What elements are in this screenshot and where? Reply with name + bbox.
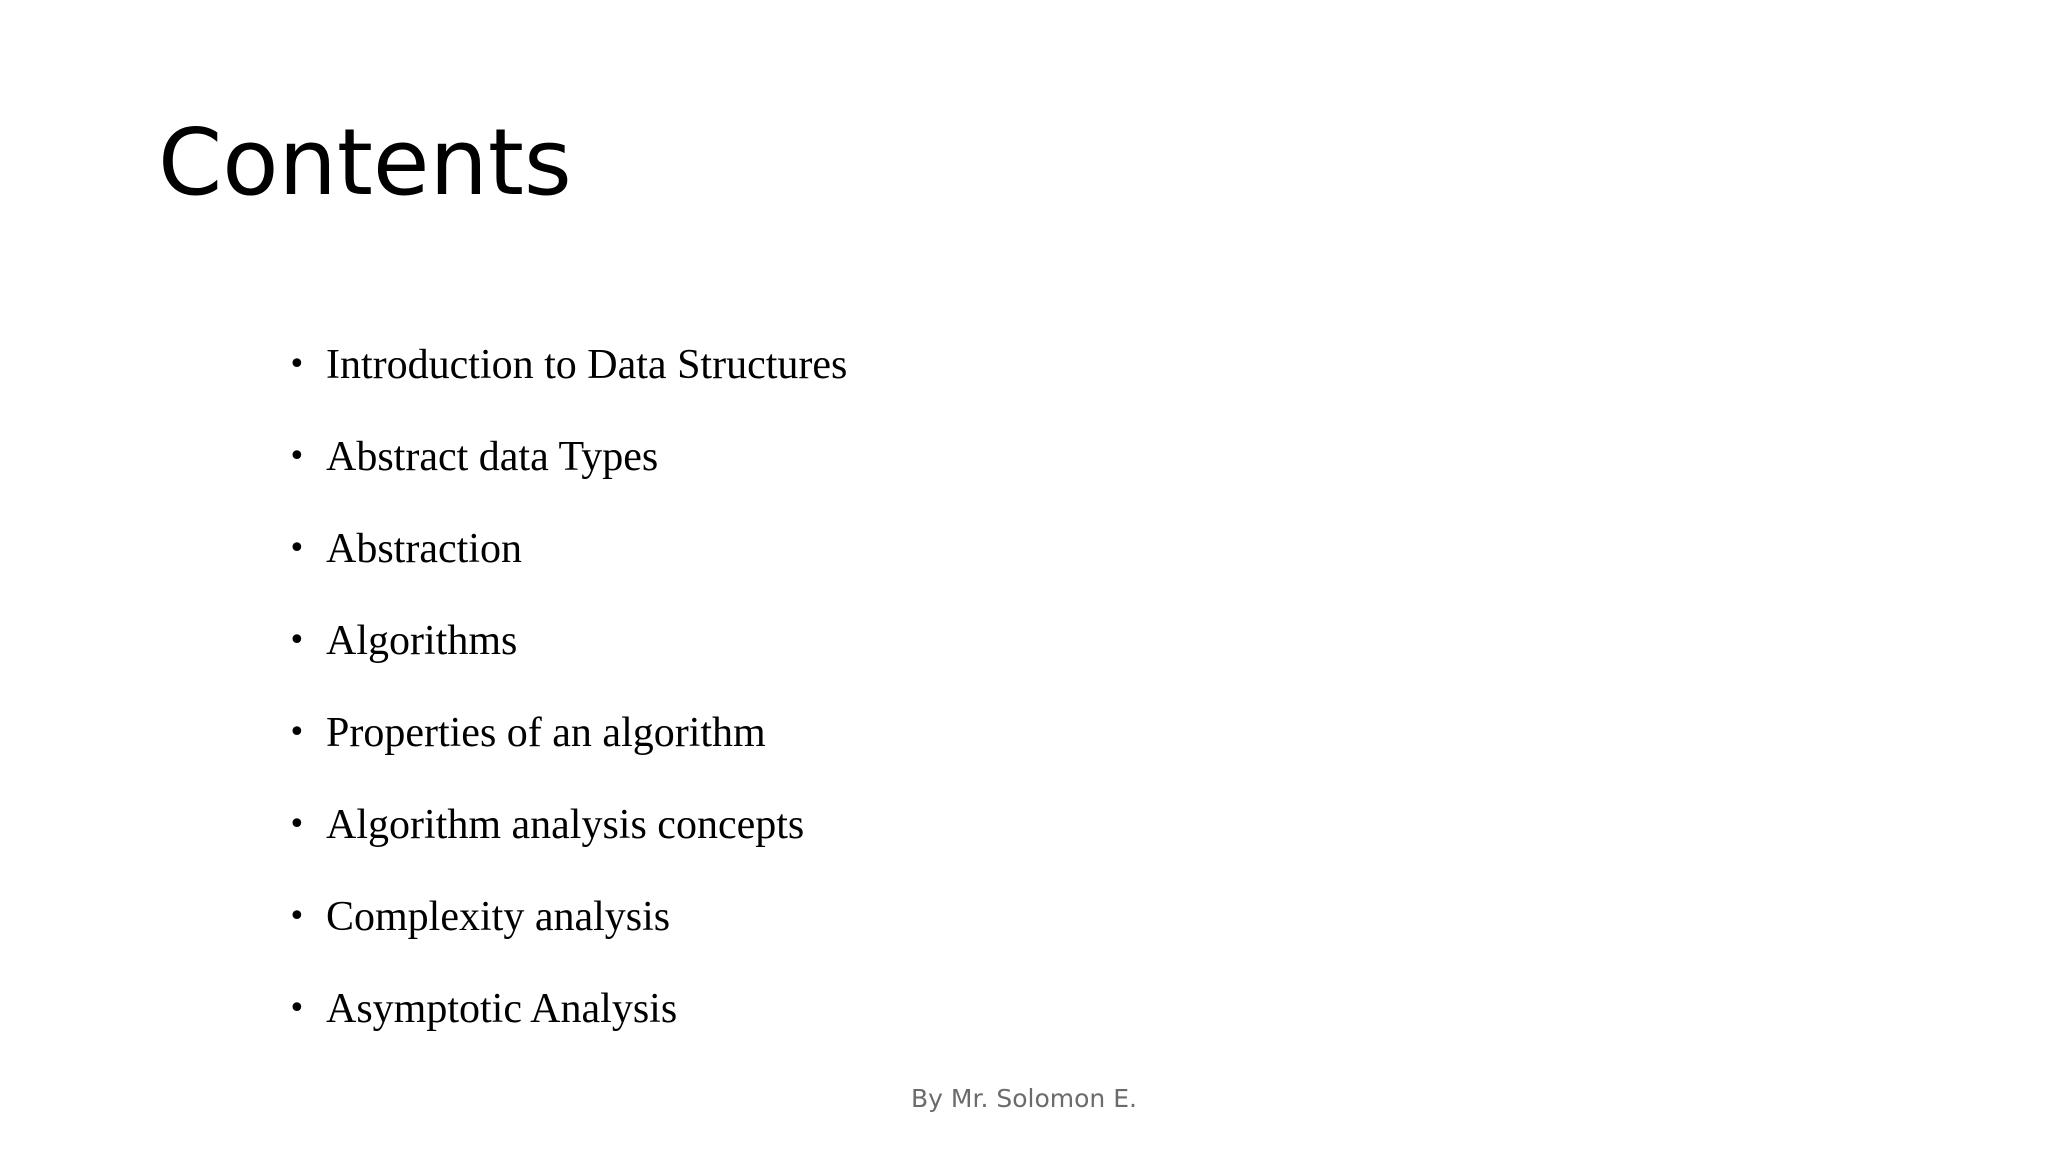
list-item-text: Introduction to Data Structures — [326, 342, 848, 388]
list-item-text: Abstract data Types — [326, 434, 659, 480]
list-item-text: Asymptotic Analysis — [326, 986, 678, 1032]
list-item-text: Complexity analysis — [326, 894, 671, 940]
list-item — [286, 422, 847, 514]
list-item — [286, 974, 847, 1066]
list-item — [286, 790, 847, 882]
list-item-text: Algorithm analysis concepts — [326, 802, 805, 848]
list-item — [286, 606, 847, 698]
bullet-icon: • — [288, 347, 306, 382]
list-item-text: Properties of an algorithm — [326, 710, 766, 756]
list-item — [286, 698, 847, 790]
bullet-icon: • — [288, 715, 306, 750]
list-item — [286, 882, 847, 974]
list-item — [286, 514, 847, 606]
bullet-icon: • — [288, 807, 306, 842]
bullet-list — [286, 330, 847, 1066]
bullet-icon: • — [288, 991, 306, 1026]
bullet-icon: • — [288, 439, 306, 474]
slide-title: Contents — [158, 109, 572, 216]
list-item-text: Abstraction — [326, 526, 522, 572]
list-item-text: Algorithms — [326, 618, 518, 664]
slide-footer: By Mr. Solomon E. — [911, 1084, 1137, 1113]
bullet-icon: • — [288, 531, 306, 566]
bullet-icon: • — [288, 623, 306, 658]
list-item — [286, 330, 847, 422]
bullet-icon: • — [288, 899, 306, 934]
